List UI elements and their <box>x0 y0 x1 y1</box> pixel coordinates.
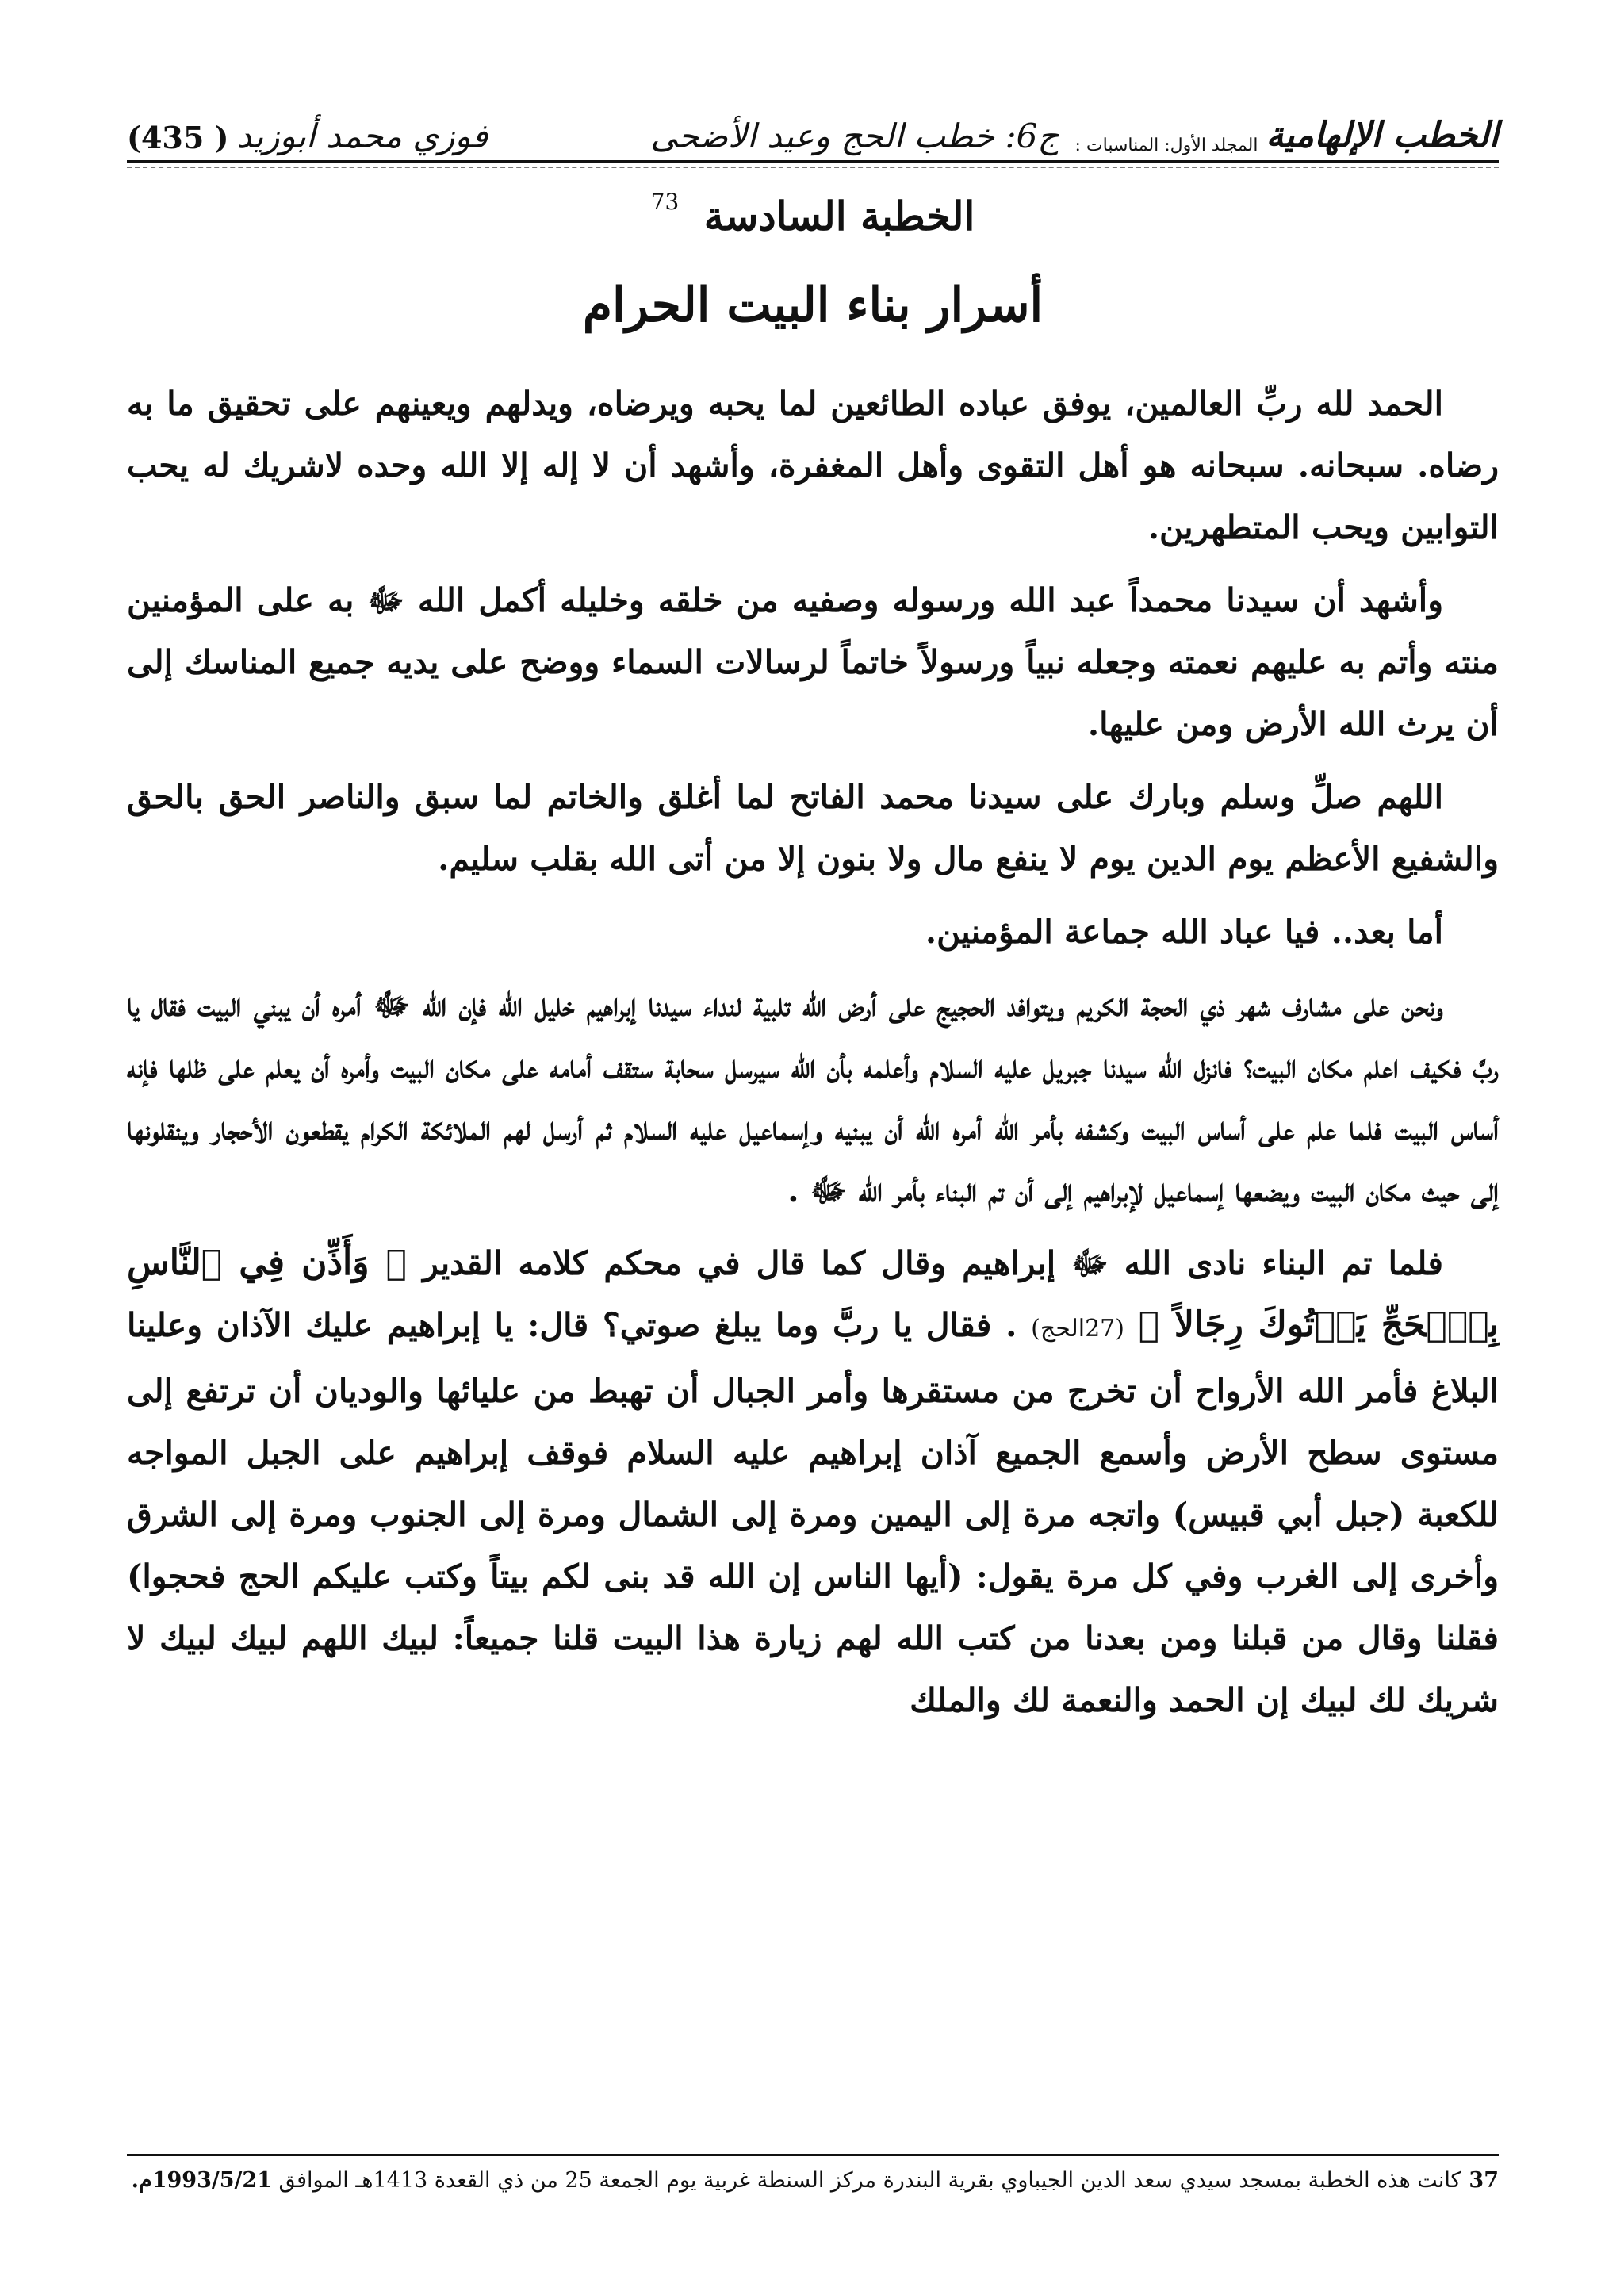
page-number: (435 ) <box>127 120 229 155</box>
paragraph-6-intro: فلما تم البناء نادى الله ﷻ إبراهيم وقال كما قال في محكم كلامه القدير <box>423 1244 1443 1282</box>
paragraph-5: ونحن على مشارف شهر ذي الحجة الكريم ويتوافد الحجيج على أرض الله تلبية لنداء سيدنا إبراهيم خليل الله فإن الله ﷻ أمره أن يبني البيت فقال يا ربَّ فكيف اعلم مكان البيت؟ فانزل الله سيدنا جبريل عليه السلام وأعلمه بأن الله سيرسل سحابة ستقف أمامه على مكان البيت وأمره أن يعلم على ظلها فإنه أساس البيت فلما علم على أساس البيت وكشفه بأمر الله أمره الله أن يبنيه وإسماعيل عليه السلام ثم أرسل لهم الملائكة الكرام يقطعون الأحجار وينقلونها إلى حيث مكان البيت ويضعها إسماعيل لإبراهيم إلى أن تم البناء بأمر الله ﷻ . <box>127 986 1499 1209</box>
paragraph-4: أما بعد.. فيا عباد الله جماعة المؤمنين. <box>925 913 1443 951</box>
header-right-group <box>650 115 1499 155</box>
body-text <box>127 373 1499 1742</box>
footnote-text: كانت هذه الخطبة بمسجد سيدي سعد الدين الجيباوي بقرية البندرة مركز السنطة غربية يوم الجمعة 25 من ذي القعدة 1413هـ الموافق <box>278 2168 1461 2193</box>
paragraph-6-body: . فقال يا ربَّ وما يبلغ صوتي؟ قال: يا إبراهيم عليك الآذان وعلينا البلاغ فأمر الله الأرواح أن تخرج من مستقرها وأمر الجبال أن تهبط من عليائها والوديان أن ترتفع إلى مستوى سطح الأرض وأسمع الجميع آذان إبراهيم عليه السلام فوقف إبراهيم على الجبل المواجه للكعبة (جبل أبي قبيس) واتجه مرة إلى اليمين ومرة إلى الشمال ومرة إلى الجنوب ومرة إلى الشرق وأخرى إلى الغرب وفي كل مرة يقول: (أيها الناس إن الله قد بنى لكم بيتاً وكتب عليكم الحج فحجوا) فقلنا وقال من قبلنا ومن بعدنا من كتب الله لهم زيارة هذا البيت قلنا جميعاً: لبيك اللهم لبيك لبيك لا شريك لك لبيك إن الحمد والنعمة لك والملك <box>127 1306 1499 1719</box>
header-part-title: ج6: خطب الحج وعيد الأضحى <box>650 117 1059 155</box>
header-left-group <box>127 117 488 155</box>
khutba-title: الخطبة السادسة <box>703 193 975 239</box>
footnote-marker: 73 <box>650 189 680 215</box>
footnote <box>127 2166 1499 2195</box>
page-title: أسرار بناء البيت الحرام <box>582 278 1044 333</box>
quran-verse: ﴿ وَأَذِّن فِي ٱلنَّاسِ بِٱلۡحَجِّ يَأۡتُوكَ رِجَالاً ﴾ <box>127 1243 1499 1345</box>
running-header <box>127 98 1499 155</box>
header-volume: المجلد الأول: المناسبات : <box>1074 136 1258 155</box>
header-dashed-rule <box>127 167 1499 168</box>
footnote-number: 37 <box>1469 2168 1499 2193</box>
header-rule <box>127 160 1499 163</box>
header-series-title: الخطب الإلهامية <box>1266 115 1499 155</box>
page <box>127 87 1499 2228</box>
footnote-date: 1993/5/21م. <box>131 2168 272 2193</box>
header-author: فوزي محمد أبوزيد <box>236 117 488 155</box>
paragraph-1: الحمد لله ربِّ العالمين، يوفق عباده الطائعين لما يحبه ويرضاه، ويدلهم ويعينهم على تحقيق ما به رضاه. سبحانه. سبحانه هو أهل التقوى وأهل المغفرة، وأشهد أن لا إله إلا الله وحده لاشريك له يحب التوابين ويحب المتطهرين. <box>127 385 1499 546</box>
paragraph-3: اللهم صلِّ وسلم وبارك على سيدنا محمد الفاتح لما أغلق والخاتم لما سبق والناصر الحق بالحق والشفيع الأعظم يوم الدين يوم لا ينفع مال ولا بنون إلا من أتى الله بقلب سليم. <box>127 778 1499 878</box>
paragraph-2: وأشهد أن سيدنا محمداً عبد الله ورسوله وصفيه من خلقه وخليله أكمل الله ﷻ به على المؤمنين منته وأتم به عليهم نعمته وجعله نبياً ورسولاً خاتماً لرسالات السماء ووضح على يديه جميع المناسك إلى أن يرث الله الأرض ومن عليها. <box>127 581 1499 743</box>
verse-reference: (27الحج) <box>1031 1315 1124 1343</box>
footnote-rule <box>127 2154 1499 2156</box>
khutba-heading <box>127 189 1499 239</box>
paragraph-6 <box>127 1232 1499 1731</box>
